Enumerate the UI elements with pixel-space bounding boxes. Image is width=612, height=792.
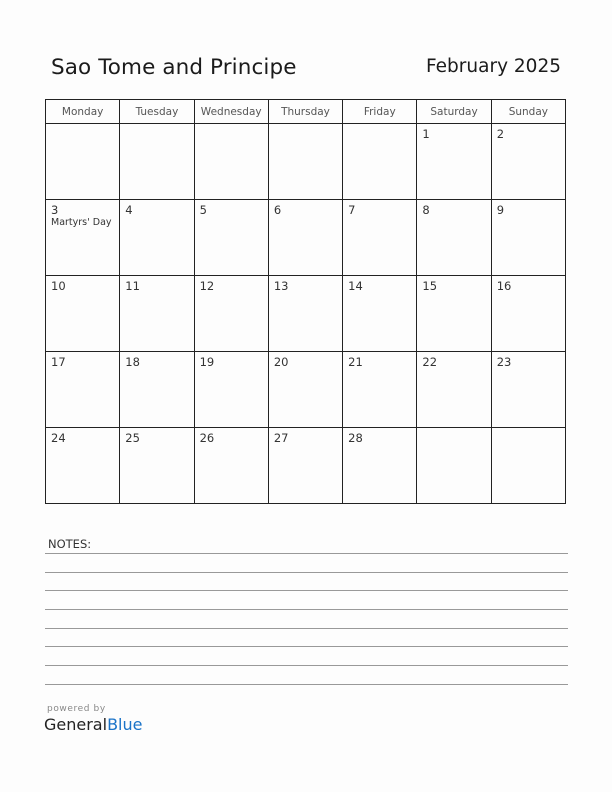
day-cell xyxy=(194,352,268,428)
day-number: 16 xyxy=(496,279,512,293)
day-cell xyxy=(268,124,342,200)
day-cell xyxy=(120,124,194,200)
day-cell xyxy=(194,428,268,504)
day-cell xyxy=(46,352,120,428)
day-cell xyxy=(46,200,120,276)
day-number: 3 xyxy=(51,203,59,217)
day-cell xyxy=(194,276,268,352)
day-cell xyxy=(343,124,417,200)
day-number: 4 xyxy=(125,203,133,217)
note-line xyxy=(45,609,568,610)
day-cell xyxy=(268,200,342,276)
calendar-month-title: February 2025 xyxy=(426,56,561,77)
brand-name-general: General xyxy=(44,715,108,734)
day-cell xyxy=(491,124,565,200)
weekday-header-row xyxy=(46,100,566,124)
day-cell xyxy=(120,276,194,352)
day-cell xyxy=(417,352,491,428)
day-cell xyxy=(417,200,491,276)
day-cell xyxy=(417,124,491,200)
day-number: 26 xyxy=(199,431,215,445)
day-cell xyxy=(120,428,194,504)
note-line xyxy=(45,553,568,554)
day-number: 23 xyxy=(496,355,512,369)
day-number: 7 xyxy=(348,203,356,217)
day-cell xyxy=(417,276,491,352)
day-number: 17 xyxy=(51,355,66,369)
week-row xyxy=(46,200,566,276)
day-cell xyxy=(491,200,565,276)
note-line xyxy=(45,646,568,647)
day-number: 11 xyxy=(125,279,140,293)
weekday-header: Tuesday xyxy=(120,100,194,124)
day-cell xyxy=(268,428,342,504)
day-cell xyxy=(417,428,491,504)
week-row xyxy=(46,124,566,200)
day-number: 18 xyxy=(125,355,140,369)
day-number: 13 xyxy=(273,279,289,293)
calendar-grid xyxy=(45,99,566,504)
weekday-header: Thursday xyxy=(268,100,342,124)
powered-by-text: powered by xyxy=(47,704,106,714)
day-cell xyxy=(194,124,268,200)
day-number: 9 xyxy=(496,203,505,217)
weekday-header: Monday xyxy=(46,100,120,124)
note-line xyxy=(45,684,568,685)
day-number: 15 xyxy=(422,279,438,293)
day-number: 8 xyxy=(422,203,430,217)
day-cell xyxy=(46,124,120,200)
day-number: 25 xyxy=(125,431,140,445)
weekday-header: Friday xyxy=(343,100,417,124)
day-number: 14 xyxy=(348,279,363,293)
day-cell xyxy=(46,428,120,504)
day-cell xyxy=(268,352,342,428)
day-number: 22 xyxy=(422,355,438,369)
day-cell xyxy=(194,200,268,276)
weekday-header: Saturday xyxy=(417,100,491,124)
day-number: 27 xyxy=(273,431,289,445)
day-number: 10 xyxy=(51,279,66,293)
day-number: 20 xyxy=(273,355,289,369)
day-number: 5 xyxy=(199,203,207,217)
week-row xyxy=(46,352,566,428)
day-cell xyxy=(120,200,194,276)
calendar-country-title: Sao Tome and Principe xyxy=(51,55,297,80)
day-number: 28 xyxy=(348,431,363,445)
day-number: 1 xyxy=(422,127,430,141)
brand-logo xyxy=(44,704,142,734)
day-cell xyxy=(491,352,565,428)
day-cell xyxy=(46,276,120,352)
day-cell xyxy=(491,428,565,504)
week-row xyxy=(46,276,566,352)
weekday-header: Wednesday xyxy=(194,100,268,124)
note-line xyxy=(45,590,568,591)
note-line xyxy=(45,628,568,629)
weekday-header: Sunday xyxy=(491,100,565,124)
day-cell xyxy=(343,428,417,504)
week-row xyxy=(46,428,566,504)
day-cell xyxy=(343,200,417,276)
day-cell xyxy=(120,352,194,428)
day-cell xyxy=(491,276,565,352)
day-cell xyxy=(343,276,417,352)
brand-name-blue: Blue xyxy=(107,715,143,734)
day-number: 2 xyxy=(496,127,505,141)
day-cell xyxy=(268,276,342,352)
note-line xyxy=(45,572,568,573)
brand-name xyxy=(44,715,142,734)
notes-label: NOTES: xyxy=(48,537,92,551)
day-cell xyxy=(343,352,417,428)
day-number: 19 xyxy=(199,355,215,369)
day-number: 12 xyxy=(199,279,215,293)
day-number: 24 xyxy=(51,431,66,445)
note-line xyxy=(45,665,568,666)
day-number: 6 xyxy=(273,203,282,217)
holiday-label: Martyrs' Day xyxy=(51,217,112,228)
day-number: 21 xyxy=(348,355,363,369)
